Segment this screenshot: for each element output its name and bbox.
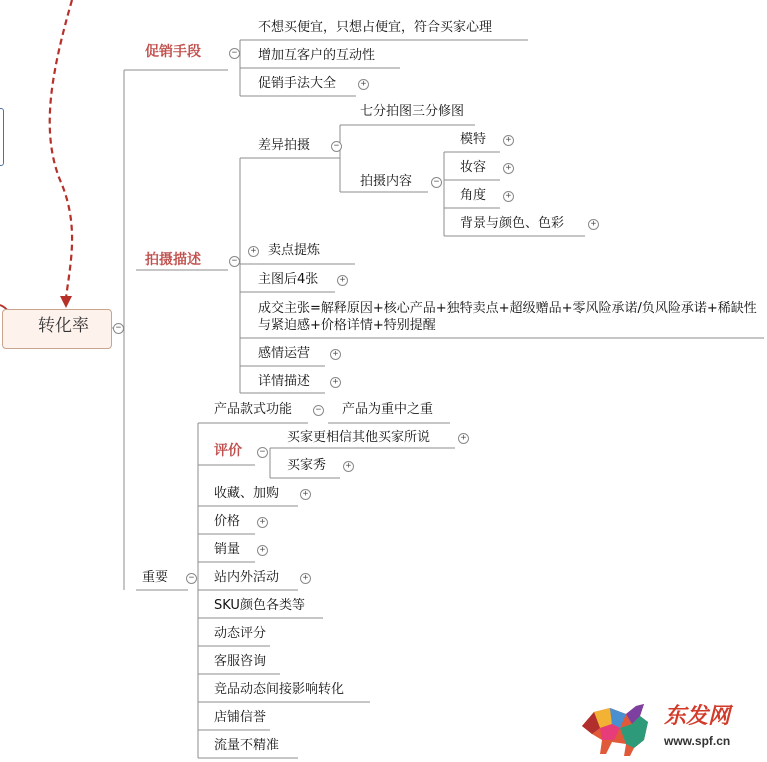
collapse-toggle-icon[interactable]: −	[229, 256, 240, 267]
collapse-toggle-icon[interactable]: −	[229, 48, 240, 59]
important-product-note[interactable]: 产品为重中之重	[342, 402, 434, 417]
expand-toggle-icon[interactable]: +	[503, 163, 514, 174]
collapse-toggle-icon[interactable]: −	[431, 177, 442, 188]
expand-toggle-icon[interactable]: +	[300, 489, 311, 500]
photo-main-img-label[interactable]: 主图后4张	[258, 272, 319, 287]
expand-toggle-icon[interactable]: +	[248, 246, 259, 257]
photo-deal-label[interactable]: 成交主张=解释原因+核心产品+独特卖点+超级赠品+零风险承诺/负风险承诺+稀缺性与紧迫感+价格详情+特别提醒	[258, 301, 757, 333]
logo-url: www.spf.cn	[664, 734, 731, 748]
promo-item[interactable]: 促销手法大全	[258, 76, 337, 91]
collapse-toggle-icon[interactable]: −	[331, 141, 342, 152]
important-product-label[interactable]: 产品款式功能	[214, 402, 293, 417]
expand-toggle-icon[interactable]: +	[503, 135, 514, 146]
photo-emotion-label[interactable]: 感情运营	[258, 346, 311, 361]
review-item[interactable]: 买家秀	[287, 458, 327, 473]
expand-toggle-icon[interactable]: +	[503, 191, 514, 202]
expand-toggle-icon[interactable]: +	[330, 349, 341, 360]
root-topic-label: 转化率	[38, 316, 89, 336]
expand-toggle-icon[interactable]: +	[358, 79, 369, 90]
important-item[interactable]: SKU颜色各类等	[214, 598, 305, 613]
collapse-toggle-icon[interactable]: −	[113, 323, 124, 334]
promo-item[interactable]: 不想买便宜，只想占便宜，符合买家心理	[258, 20, 493, 35]
logo-name: 东发网	[664, 703, 731, 729]
expand-toggle-icon[interactable]: +	[257, 545, 268, 556]
branch-promo-label[interactable]: 促销手段	[145, 44, 201, 60]
content-item[interactable]: 妆容	[460, 160, 487, 175]
expand-toggle-icon[interactable]: +	[257, 517, 268, 528]
content-item[interactable]: 角度	[460, 188, 487, 203]
expand-toggle-icon[interactable]: +	[330, 377, 341, 388]
expand-toggle-icon[interactable]: +	[300, 573, 311, 584]
important-item[interactable]: 店铺信誉	[214, 710, 267, 725]
important-item[interactable]: 销量	[214, 542, 241, 557]
offscreen-topic-box[interactable]	[0, 108, 4, 166]
collapse-toggle-icon[interactable]: −	[313, 405, 324, 416]
expand-toggle-icon[interactable]: +	[343, 461, 354, 472]
collapse-toggle-icon[interactable]: −	[257, 447, 268, 458]
important-item[interactable]: 价格	[214, 514, 241, 529]
important-item[interactable]: 收藏、加购	[214, 486, 280, 501]
review-item[interactable]: 买家更相信其他买家所说	[287, 430, 431, 445]
photo-content-label[interactable]: 拍摄内容	[360, 174, 413, 189]
branch-important-label[interactable]: 重要	[142, 570, 169, 585]
photo-detail-label[interactable]: 详情描述	[258, 374, 311, 389]
photo-diff-label[interactable]: 差异拍摄	[258, 138, 311, 153]
important-review-label[interactable]: 评价	[214, 443, 242, 459]
photo-ratio-label[interactable]: 七分拍图三分修图	[360, 104, 465, 119]
important-item[interactable]: 站内外活动	[214, 570, 280, 585]
collapse-toggle-icon[interactable]: −	[186, 573, 197, 584]
expand-toggle-icon[interactable]: +	[458, 433, 469, 444]
expand-toggle-icon[interactable]: +	[588, 219, 599, 230]
content-item[interactable]: 模特	[460, 132, 487, 147]
expand-toggle-icon[interactable]: +	[337, 275, 348, 286]
important-item[interactable]: 竞品动态间接影响转化	[214, 682, 345, 697]
promo-item[interactable]: 增加互客户的互动性	[258, 48, 376, 63]
photo-selling-label[interactable]: 卖点提炼	[268, 243, 321, 258]
important-item[interactable]: 动态评分	[214, 626, 267, 641]
branch-photo-label[interactable]: 拍摄描述	[145, 252, 201, 268]
important-item[interactable]: 流量不精准	[214, 738, 280, 753]
important-item[interactable]: 客服咨询	[214, 654, 267, 669]
content-item[interactable]: 背景与颜色、色彩	[460, 216, 565, 231]
